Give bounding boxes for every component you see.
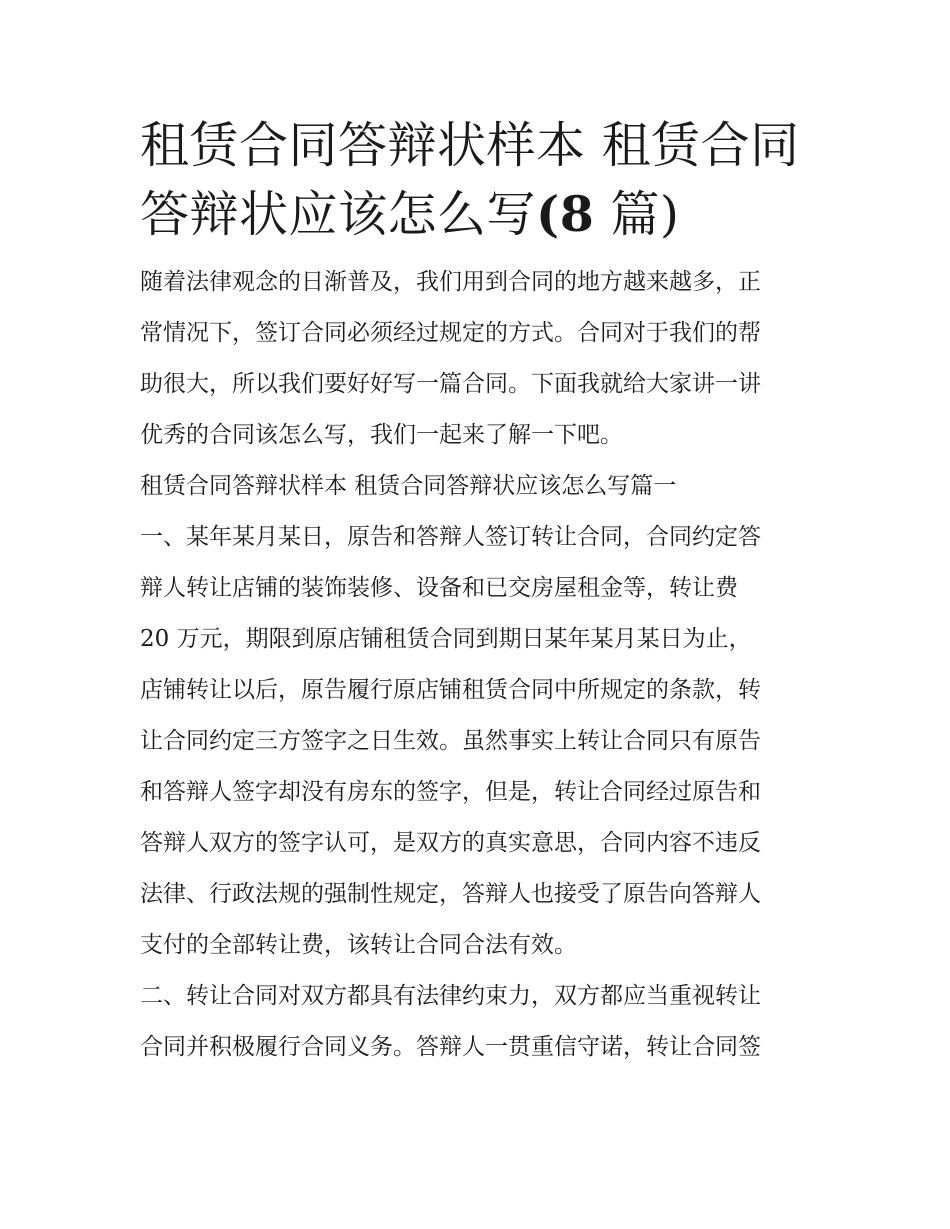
section-heading-text: 租赁合同答辩状样本 租赁合同答辩状应该怎么写篇一 xyxy=(140,473,677,499)
paragraph-line: 法律、行政法规的强制性规定，答辩人也接受了原告向答辩人 xyxy=(140,881,761,907)
document-content xyxy=(140,112,812,1073)
title-suffix: 篇) xyxy=(594,186,680,243)
paragraph-line: 合同并积极履行合同义务。答辩人一贯重信守诺，转让合同签 xyxy=(140,1034,761,1060)
paragraph-line: 辩人转让店铺的装饰装修、设备和已交房屋租金等，转让费 xyxy=(140,575,738,601)
intro-paragraph xyxy=(140,257,812,461)
paragraph-line: 20 万元，期限到原店铺租赁合同到期日某年某月某日为止， xyxy=(140,626,752,652)
document-title xyxy=(140,112,812,249)
paragraph-line: 店铺转让以后，原告履行原店铺租赁合同中所规定的条款，转 xyxy=(140,677,761,703)
body-paragraph-2 xyxy=(140,971,812,1073)
paragraph-line: 支付的全部转让费，该转让合同合法有效。 xyxy=(140,932,577,958)
title-line-2-text: 答辩状应该怎么写 xyxy=(140,186,537,243)
paragraph-line: 一、某年某月某日，原告和答辩人签订转让合同，合同约定答 xyxy=(140,524,761,550)
intro-line: 随着法律观念的日渐普及，我们用到合同的地方越来越多，正 xyxy=(140,269,761,295)
intro-line: 助很大，所以我们要好好写一篇合同。下面我就给大家讲一讲 xyxy=(140,371,761,397)
intro-line: 优秀的合同该怎么写，我们一起来了解一下吧。 xyxy=(140,422,623,448)
section-heading xyxy=(140,461,812,512)
paragraph-line: 答辩人双方的签字认可，是双方的真实意思，合同内容不违反 xyxy=(140,830,761,856)
paragraph-line: 让合同约定三方签字之日生效。虽然事实上转让合同只有原告 xyxy=(140,728,761,754)
intro-line: 常情况下，签订合同必须经过规定的方式。合同对于我们的帮 xyxy=(140,320,761,346)
paragraph-line: 和答辩人签字却没有房东的签字，但是，转让合同经过原告和 xyxy=(140,779,761,805)
title-line-2 xyxy=(140,180,812,249)
title-paren-open: ( xyxy=(536,185,560,243)
body-paragraph-1 xyxy=(140,512,812,971)
title-number: 8 xyxy=(559,185,595,243)
paragraph-line: 二、转让合同对双方都具有法律约束力，双方都应当重视转让 xyxy=(140,983,761,1009)
title-line-1: 租赁合同答辩状样本 租赁合同 xyxy=(140,117,800,174)
